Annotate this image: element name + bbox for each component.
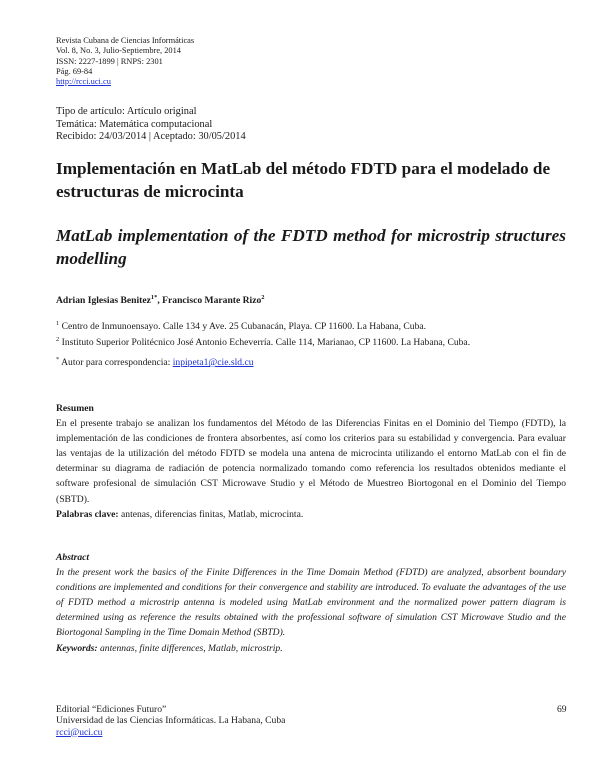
author-1-sup: 1* — [150, 294, 158, 301]
footer-email-link[interactable]: rcci@uci.cu — [56, 726, 103, 738]
affiliation-2 — [56, 334, 470, 350]
resumen-section — [56, 401, 566, 522]
abstract-section — [56, 550, 566, 656]
author-2: Francisco Marante Rizo — [162, 295, 262, 307]
page-number: 69 — [557, 704, 567, 715]
title-spanish: Implementación en MatLab del método FDTD para el modelado de estructuras de microcinta — [56, 159, 551, 201]
page-footer — [56, 704, 285, 738]
author-2-sup: 2 — [261, 294, 265, 301]
abstract-heading: Abstract — [56, 552, 90, 563]
abstract-body: In the present work the basics of the Finite Differences in the Time Domain Method (FDTD) are analyzed, absorbent boundary conditions are implemented and conditions for their convergence and stability are introduced. To evaluate the advantages of the use of FDTD method a microstrip antenna is modeled using MatLab environment and the normalized power pattern diagram is determined using as reference the results obtained with the professional software of simulation CST Microwave Studio and the Biortogonal Sampling in the Time Domain Method (SBTD). — [56, 567, 566, 639]
article-topic: Temática: Matemática computacional — [56, 118, 213, 130]
affiliation-2-text: Instituto Superior Politécnico José Antonio Echeverría. Calle 114, Marianao, CP 11600. La Habana, Cuba. — [59, 336, 471, 348]
journal-url-link[interactable]: http://rcci.uci.cu — [56, 77, 111, 87]
article-dates: Recibido: 24/03/2014 | Aceptado: 30/05/2014 — [56, 131, 246, 143]
affiliation-1-sup: 1 — [56, 320, 60, 327]
footer-university: Universidad de las Ciencias Informáticas. La Habana, Cuba — [56, 715, 286, 727]
author-1: Adrian Iglesias Benitez — [56, 295, 151, 307]
author-line — [56, 294, 265, 306]
abstract-keywords-text: antennas, finite differences, Matlab, microstrip. — [97, 642, 283, 654]
journal-header — [56, 36, 194, 87]
resumen-keywords — [56, 507, 566, 522]
affiliation-1 — [56, 318, 470, 334]
affiliations — [56, 318, 470, 349]
footer-publisher: Editorial “Ediciones Futuro” — [56, 704, 167, 715]
resumen-body: En el presente trabajo se analizan los fundamentos del Método de las Diferencias Finitas en el Dominio del Tiempo (FDTD), la implementación de las condiciones de frontera absorbentes, así como los criterios para su estabilidad y convergencia. Para evaluar las ventajas de la utilización del método FDTD se modela una antena de microcinta utilizando el entorno MatLab con el fin de determinar su diagrama de radiación de potencia normalizado tomando como referencia los resultados obtenidos mediante el software profesional de simulación CST Microwave Studio y el Método de Muestreo Biortogonal en el Dominio del Tiempo (SBTD). — [56, 418, 566, 505]
article-type: Tipo de artículo: Artículo original — [56, 106, 197, 117]
resumen-heading: Resumen — [56, 403, 94, 414]
correspondence-email-link[interactable]: inpipeta1@cie.sld.cu — [172, 357, 254, 369]
title-english: MatLab implementation of the FDTD method for microstrip structures modelling — [56, 226, 566, 268]
article-meta — [56, 106, 246, 144]
abstract-keywords — [56, 641, 566, 656]
correspondence — [56, 356, 254, 368]
correspondence-label: Autor para correspondencia: — [59, 357, 173, 369]
journal-volume: Vol. 8, No. 3, Julio-Septiembre, 2014 — [56, 46, 181, 56]
author-separator: , — [157, 295, 163, 307]
journal-name: Revista Cubana de Ciencias Informáticas — [56, 36, 195, 45]
abstract-keywords-label: Keywords: — [56, 642, 98, 654]
resumen-keywords-label: Palabras clave: — [56, 508, 119, 520]
resumen-keywords-text: antenas, diferencias finitas, Matlab, microcinta. — [118, 508, 304, 520]
affiliation-1-text: Centro de Inmunoensayo. Calle 134 y Ave. 25 Cubanacán, Playa. CP 11600. La Habana, Cuba. — [59, 321, 427, 333]
journal-pages: Pág. 69-84 — [56, 66, 93, 76]
affiliation-2-sup: 2 — [56, 335, 60, 343]
journal-issn: ISSN: 2227-1899 | RNPS: 2301 — [56, 56, 163, 66]
correspondence-sup: * — [56, 356, 60, 363]
